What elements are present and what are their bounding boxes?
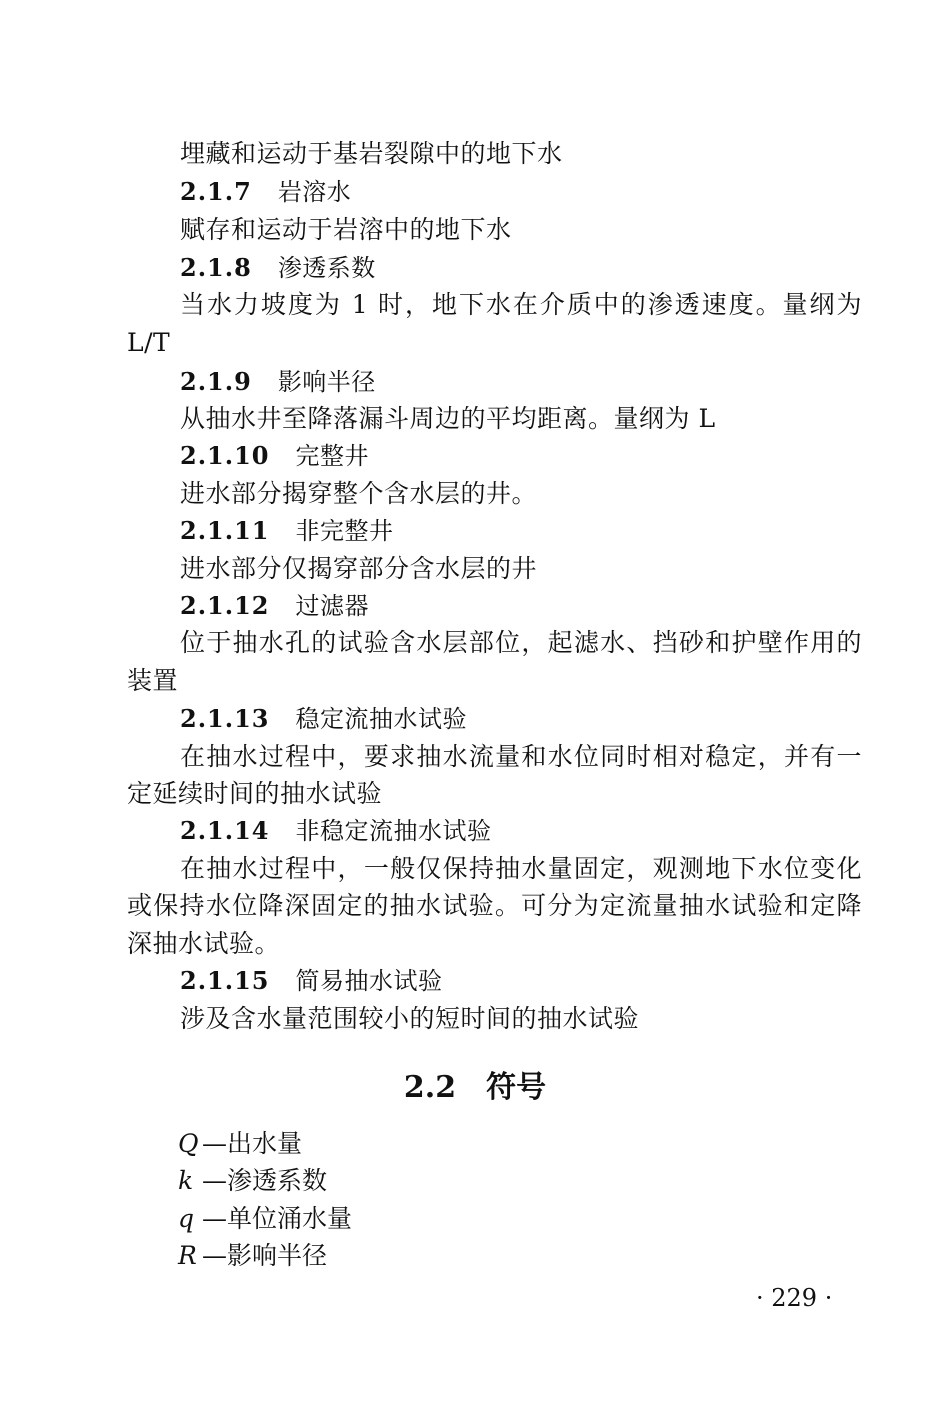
- page-number: · 229 ·: [756, 1284, 833, 1312]
- definition-text: L/T: [127, 328, 171, 357]
- definition-text: 从抽水井至降落漏斗周边的平均距离。量纲为 L: [180, 404, 716, 433]
- term-heading: [180, 516, 394, 546]
- symbol-entry: [178, 1241, 327, 1271]
- symbol: Q: [178, 1129, 199, 1158]
- term-number: 2.1.11: [180, 516, 270, 545]
- definition-text: 装置: [127, 666, 179, 695]
- term-number: 2.1.14: [180, 816, 270, 845]
- term-name: 完整井: [295, 442, 370, 470]
- definition-text: 或保持水位降深固定的抽水试验。可分为定流量抽水试验和定降: [127, 891, 862, 920]
- section-name: 符号: [486, 1070, 547, 1105]
- term-number: 2.1.9: [180, 367, 252, 396]
- term-number: 2.1.12: [180, 591, 270, 620]
- symbol-entry: [178, 1204, 352, 1234]
- term-number: 2.1.8: [180, 253, 252, 282]
- term-heading: [180, 367, 376, 397]
- symbol: q: [178, 1204, 195, 1233]
- definition-text: 在抽水过程中，一般仅保持抽水量固定，观测地下水位变化: [180, 854, 862, 883]
- term-name: 影响半径: [277, 368, 376, 396]
- definition-text: 深抽水试验。: [127, 929, 281, 958]
- definition-text: 定延续时间的抽水试验: [127, 779, 383, 808]
- term-name: 渗透系数: [277, 254, 376, 282]
- definition-text: 进水部分仅揭穿部分含水层的井: [180, 554, 538, 583]
- term-number: 2.1.10: [180, 441, 270, 470]
- term-heading: [180, 816, 492, 846]
- term-name: 稳定流抽水试验: [295, 705, 468, 733]
- symbol: R: [178, 1241, 197, 1270]
- symbol-meaning: —渗透系数: [202, 1166, 328, 1195]
- definition-text: 在抽水过程中，要求抽水流量和水位同时相对稳定，并有一: [180, 742, 862, 771]
- section-title: [0, 1070, 950, 1106]
- term-name: 简易抽水试验: [295, 967, 443, 995]
- term-name: 过滤器: [295, 592, 370, 620]
- term-heading: [180, 441, 369, 471]
- symbol-entry: [178, 1129, 302, 1159]
- symbol-meaning: —出水量: [202, 1129, 303, 1158]
- term-heading: [180, 177, 351, 207]
- term-number: 2.1.15: [180, 966, 270, 995]
- term-name: 非完整井: [295, 517, 394, 545]
- symbol: k: [178, 1166, 194, 1195]
- definition-text: 当水力坡度为 1 时，地下水在介质中的渗透速度。量纲为: [180, 290, 862, 319]
- symbol-entry: [178, 1166, 327, 1196]
- term-number: 2.1.13: [180, 704, 270, 733]
- section-number: 2.2: [403, 1070, 457, 1105]
- definition-text: 进水部分揭穿整个含水层的井。: [180, 479, 538, 508]
- term-heading: [180, 966, 443, 996]
- term-heading: [180, 253, 376, 283]
- symbol-meaning: —影响半径: [202, 1241, 328, 1270]
- definition-text: 赋存和运动于岩溶中的地下水: [180, 215, 512, 244]
- symbol-meaning: —单位涌水量: [202, 1204, 353, 1233]
- definition-text: 埋藏和运动于基岩裂隙中的地下水: [180, 139, 563, 168]
- term-heading: [180, 591, 369, 621]
- term-name: 非稳定流抽水试验: [295, 817, 492, 845]
- definition-text: 位于抽水孔的试验含水层部位，起滤水、挡砂和护壁作用的: [180, 628, 862, 657]
- term-number: 2.1.7: [180, 177, 252, 206]
- term-name: 岩溶水: [277, 178, 352, 206]
- term-heading: [180, 704, 467, 734]
- definition-text: 涉及含水量范围较小的短时间的抽水试验: [180, 1004, 640, 1033]
